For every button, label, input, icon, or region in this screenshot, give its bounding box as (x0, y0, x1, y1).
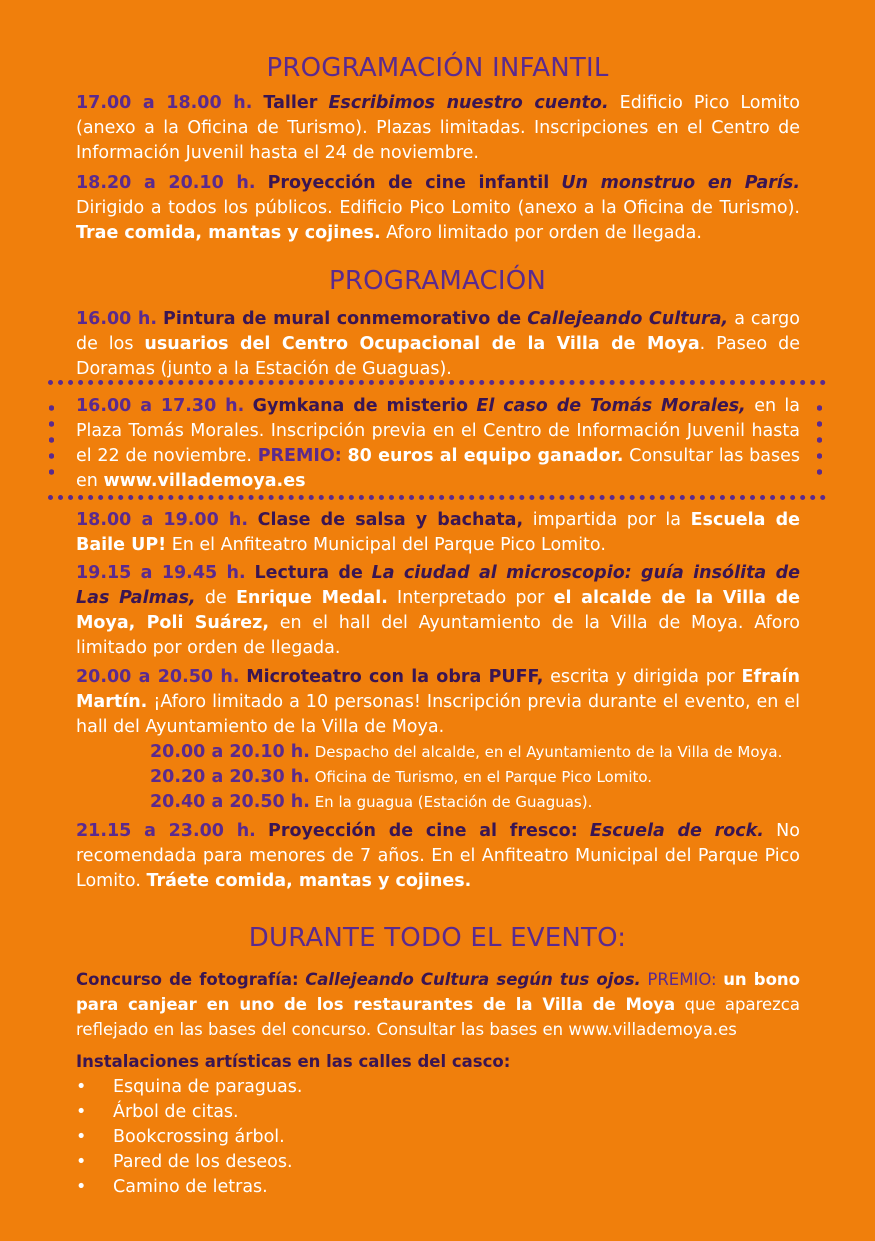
item-text: en el hall del Ayuntamiento de la Villa de Moya. Aforo limitado por orden de llegada. (76, 613, 800, 658)
list-item-text: Pared de los deseos. (113, 1152, 293, 1172)
item-title-italic: Escuela de rock. (589, 821, 764, 841)
item-cine-fresco (76, 819, 800, 894)
instalaciones-title-text: Instalaciones artísticas en las calles del casco: (76, 1052, 511, 1071)
item-text: En el Anfiteatro Municipal del Parque Pico Lomito. (171, 535, 606, 555)
list-item (76, 1100, 239, 1126)
item-gymkana (76, 394, 800, 494)
instalaciones-title (76, 1049, 800, 1074)
bullet-icon: • (76, 1177, 87, 1197)
item-time: 16.00 a 17.30 h. (76, 396, 245, 416)
item-title-italic: Un monstruo en París. (561, 173, 800, 193)
item-time: 21.15 a 23.00 h. (76, 821, 256, 841)
item-text: Interpretado por (397, 588, 545, 608)
item-time: 20.00 a 20.50 h. (76, 667, 240, 687)
item-salsa (76, 508, 800, 558)
item-bold: Escuela de Baile UP! (76, 510, 800, 555)
item-time: 18.00 a 19.00 h. (76, 510, 248, 530)
session-time: 20.00 a 20.10 h. (150, 742, 310, 762)
item-text: impartida por la (532, 510, 681, 530)
bullet-icon: • (76, 1152, 87, 1172)
item-title: Microteatro con la obra PUFF, (246, 667, 544, 687)
item-text-end: Aforo limitado por orden de llegada. (386, 223, 702, 243)
item-title: Proyección de cine infantil (267, 173, 550, 193)
list-item (76, 1125, 285, 1151)
item-bold: el alcalde de la Villa de Moya, Poli Suárez, (76, 588, 800, 633)
session-time: 20.20 a 20.30 h. (150, 767, 310, 787)
item-text: ¡Aforo limitado a 10 personas! Inscripción previa durante el evento, en el hall del Ayuntamiento de la Villa de Moya. (76, 692, 800, 737)
session-row (150, 740, 810, 764)
dotted-frame-left (49, 400, 54, 480)
item-title: Taller (263, 93, 318, 113)
concurso-text: que aparezca reflejado en las bases del concurso. Consultar las bases en www.villademoya.es (76, 995, 800, 1039)
list-item-text: Esquina de paraguas. (113, 1077, 303, 1097)
heading-evento: DURANTE TODO EL EVENTO: (248, 923, 627, 953)
premio-label: PREMIO: (647, 970, 717, 989)
session-row (150, 790, 810, 814)
premio-text: un bono para canjear en uno de los restaurantes de la Villa de Moya (76, 970, 801, 1014)
item-text: . Paseo de Doramas (junto a la Estación de Guaguas). (76, 334, 800, 379)
list-item-text: Árbol de citas. (113, 1102, 239, 1122)
bullet-icon: • (76, 1102, 87, 1122)
item-time: 18.20 a 20.10 h. (76, 173, 256, 193)
session-time: 20.40 a 20.50 h. (150, 792, 310, 812)
item-title: Lectura de (254, 563, 363, 583)
item-title-italic: Escribimos nuestro cuento. (328, 93, 609, 113)
item-title: Pintura de mural conmemorativo de (163, 309, 522, 329)
item-mural (76, 307, 800, 382)
list-item (76, 1175, 268, 1201)
list-item-text: Bookcrossing árbol. (113, 1127, 285, 1147)
item-text: Edificio Pico Lomito (anexo a la Oficina de Turismo). Plazas limitadas. Inscripciones en el Centro de Información Juvenil hasta el 24 de noviembre. (76, 93, 800, 163)
premio-text: 80 euros al equipo ganador. (347, 446, 624, 466)
item-microteatro (76, 665, 800, 740)
item-title: Clase de salsa y bachata, (257, 510, 524, 530)
bullet-icon: • (76, 1127, 87, 1147)
list-item (76, 1150, 293, 1176)
dotted-frame-right (817, 400, 822, 480)
item-title-italic: Callejeando Cultura, (527, 309, 729, 329)
item-text: escrita y dirigida por (550, 667, 735, 687)
item-bold: Enrique Medal. (235, 588, 388, 608)
item-text: de (204, 588, 227, 608)
item-title-italic: El caso de Tomás Morales, (476, 396, 746, 416)
item-text: a cargo de los (76, 309, 800, 354)
item-bold: usuarios del Centro Ocupacional de la Villa de Moya (144, 334, 700, 354)
item-time: 19.15 a 19.45 h. (76, 563, 246, 583)
item-text: en la Plaza Tomás Morales. Inscripción previa en el Centro de Información Juvenil hasta el 22 de noviembre. (76, 396, 800, 466)
bullet-icon: • (76, 1077, 87, 1097)
premio-label: PREMIO: (257, 446, 342, 466)
item-title: Gymkana de misterio (252, 396, 469, 416)
website-link[interactable]: www.villademoya.es (103, 471, 306, 491)
item-title-italic: La ciudad al microscopio: guía insólita de Las Palmas, (76, 563, 800, 608)
concurso-fotografia (76, 967, 800, 1042)
list-item (76, 1075, 302, 1101)
item-bold: Tráete comida, mantas y cojines. (146, 871, 472, 891)
item-cine-infantil (76, 171, 800, 246)
session-place: En la guagua (Estación de Guaguas). (314, 793, 593, 811)
item-bold: Trae comida, mantas y cojines. (76, 223, 381, 243)
heading-programacion: PROGRAMACIÓN (328, 266, 547, 296)
item-text: No recomendada para menores de 7 años. En el Anfiteatro Municipal del Parque Pico Lomito. (76, 821, 800, 891)
item-time: 16.00 h. (76, 309, 158, 329)
item-text: Dirigido a todos los públicos. Edificio Pico Lomito (anexo a la Oficina de Turismo). (76, 198, 800, 218)
session-row (150, 765, 810, 789)
session-place: Oficina de Turismo, en el Parque Pico Lomito. (314, 768, 653, 786)
item-title: Proyección de cine al fresco: (268, 821, 578, 841)
item-taller (76, 91, 800, 166)
item-time: 17.00 a 18.00 h. (76, 93, 253, 113)
concurso-title-italic: Callejeando Cultura según tus ojos. (305, 970, 641, 989)
item-text: Consultar las bases en (76, 446, 800, 491)
heading-infantil: PROGRAMACIÓN INFANTIL (266, 53, 609, 83)
item-bold: Efraín Martín. (76, 667, 800, 712)
list-item-text: Camino de letras. (113, 1177, 268, 1197)
item-lectura (76, 561, 800, 661)
concurso-title: Concurso de fotografía: (76, 970, 299, 989)
session-place: Despacho del alcalde, en el Ayuntamiento de la Villa de Moya. (314, 743, 783, 761)
